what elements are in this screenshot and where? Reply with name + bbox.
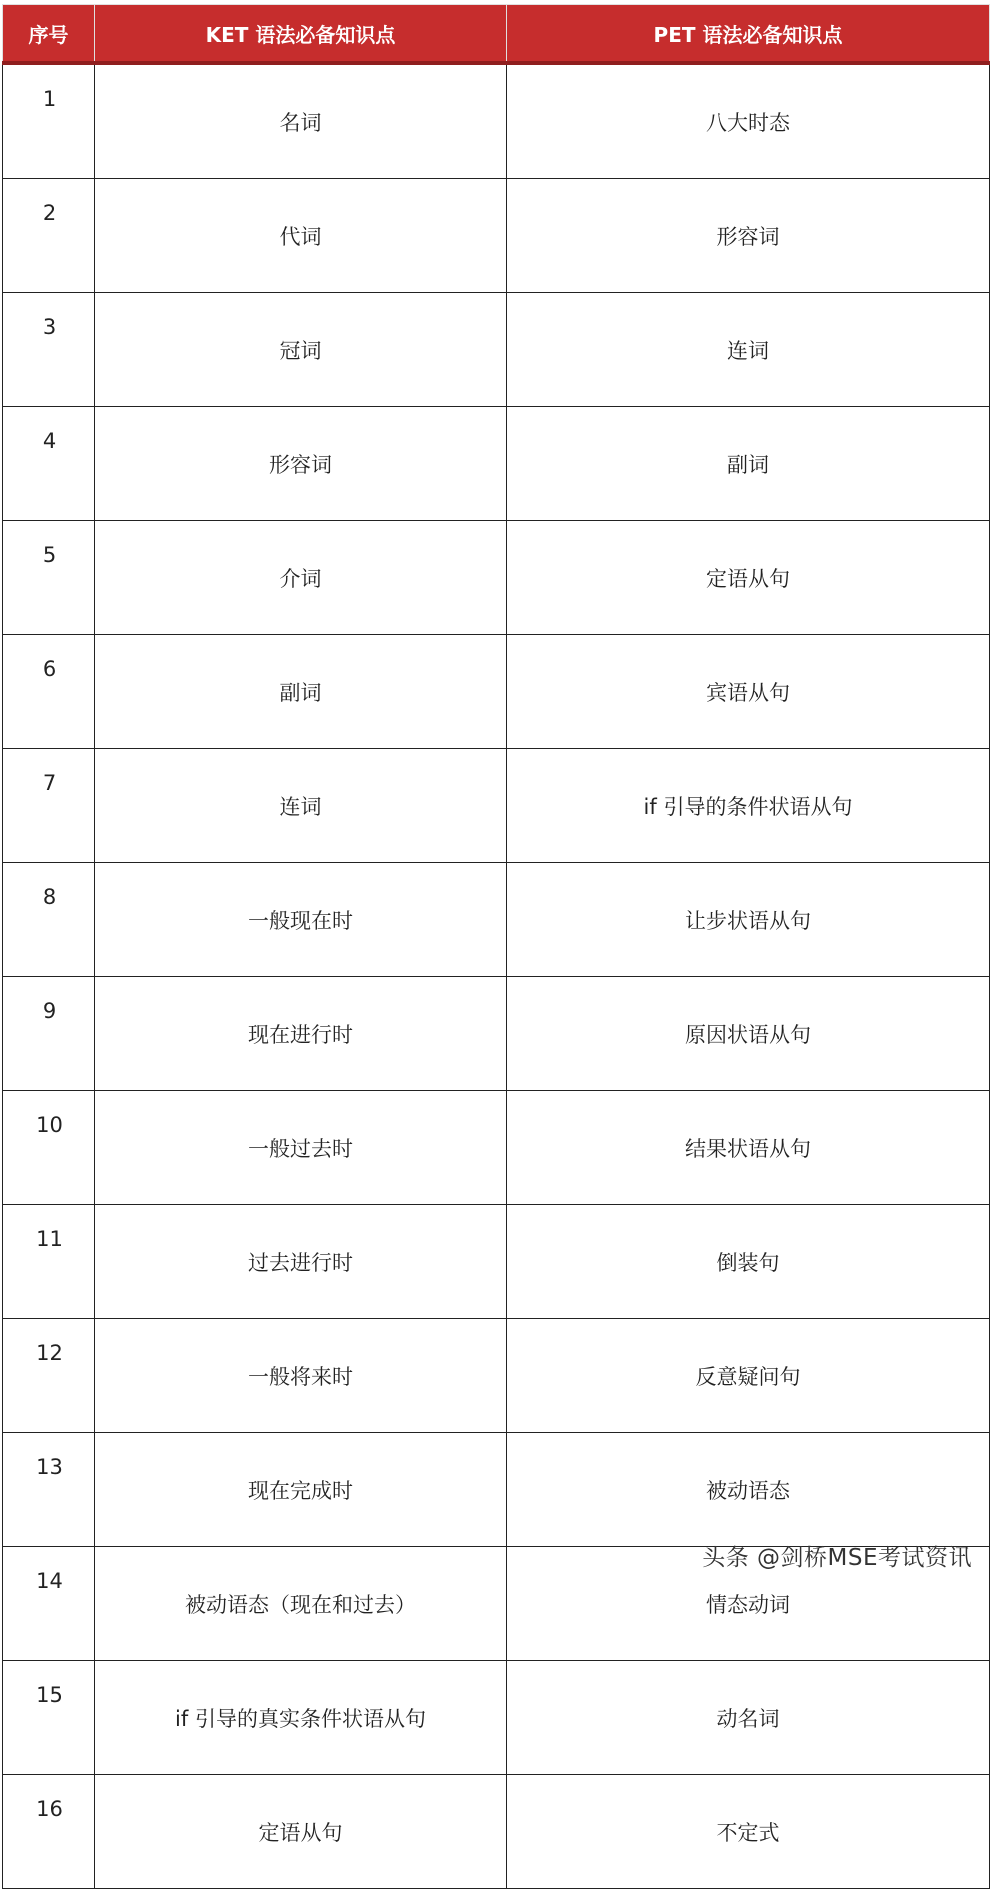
pet-topic: 反意疑问句 (507, 1319, 990, 1433)
table-row (3, 1205, 990, 1319)
ket-topic: 名词 (95, 63, 507, 179)
pet-topic: 被动语态 (507, 1433, 990, 1547)
row-number: 8 (3, 863, 95, 977)
ket-topic: 形容词 (95, 407, 507, 521)
pet-topic: 情态动词 (507, 1547, 990, 1661)
table-row (3, 749, 990, 863)
ket-topic: 被动语态（现在和过去） (95, 1547, 507, 1661)
pet-topic: 倒装句 (507, 1205, 990, 1319)
row-number: 6 (3, 635, 95, 749)
table-row (3, 179, 990, 293)
ket-topic: if 引导的真实条件状语从句 (95, 1661, 507, 1775)
header-pet: PET 语法必备知识点 (507, 5, 990, 64)
pet-topic: 宾语从句 (507, 635, 990, 749)
row-number: 13 (3, 1433, 95, 1547)
ket-topic: 代词 (95, 179, 507, 293)
row-number: 14 (3, 1547, 95, 1661)
pet-topic: 八大时态 (507, 63, 990, 179)
table-row (3, 1091, 990, 1205)
pet-topic: if 引导的条件状语从句 (507, 749, 990, 863)
ket-topic: 一般过去时 (95, 1091, 507, 1205)
row-number: 2 (3, 179, 95, 293)
pet-topic: 结果状语从句 (507, 1091, 990, 1205)
row-number: 10 (3, 1091, 95, 1205)
header-ket: KET 语法必备知识点 (95, 5, 507, 64)
ket-topic: 定语从句 (95, 1775, 507, 1889)
ket-topic: 现在进行时 (95, 977, 507, 1091)
grammar-table (2, 4, 990, 1889)
table-row (3, 407, 990, 521)
pet-topic: 形容词 (507, 179, 990, 293)
ket-topic: 连词 (95, 749, 507, 863)
row-number: 5 (3, 521, 95, 635)
pet-topic: 动名词 (507, 1661, 990, 1775)
header-number: 序号 (3, 5, 95, 64)
header-row (3, 5, 990, 64)
ket-topic: 过去进行时 (95, 1205, 507, 1319)
ket-topic: 副词 (95, 635, 507, 749)
table-row (3, 521, 990, 635)
watermark: 头条 @剑桥MSE考试资讯 (702, 1545, 972, 1571)
row-number: 12 (3, 1319, 95, 1433)
row-number: 16 (3, 1775, 95, 1889)
table-row (3, 863, 990, 977)
pet-topic: 原因状语从句 (507, 977, 990, 1091)
row-number: 1 (3, 63, 95, 179)
table-row (3, 293, 990, 407)
pet-topic: 连词 (507, 293, 990, 407)
row-number: 11 (3, 1205, 95, 1319)
row-number: 3 (3, 293, 95, 407)
row-number: 15 (3, 1661, 95, 1775)
pet-topic: 定语从句 (507, 521, 990, 635)
row-number: 7 (3, 749, 95, 863)
pet-topic: 不定式 (507, 1775, 990, 1889)
table-body (3, 63, 990, 1889)
row-number: 4 (3, 407, 95, 521)
ket-topic: 介词 (95, 521, 507, 635)
pet-topic: 让步状语从句 (507, 863, 990, 977)
ket-topic: 现在完成时 (95, 1433, 507, 1547)
table-row (3, 977, 990, 1091)
pet-topic: 副词 (507, 407, 990, 521)
ket-topic: 冠词 (95, 293, 507, 407)
table-row (3, 1661, 990, 1775)
ket-topic: 一般将来时 (95, 1319, 507, 1433)
table-row (3, 1319, 990, 1433)
table-row (3, 63, 990, 179)
table-row (3, 1775, 990, 1889)
row-number: 9 (3, 977, 95, 1091)
table-row (3, 1433, 990, 1547)
table-row (3, 635, 990, 749)
ket-topic: 一般现在时 (95, 863, 507, 977)
